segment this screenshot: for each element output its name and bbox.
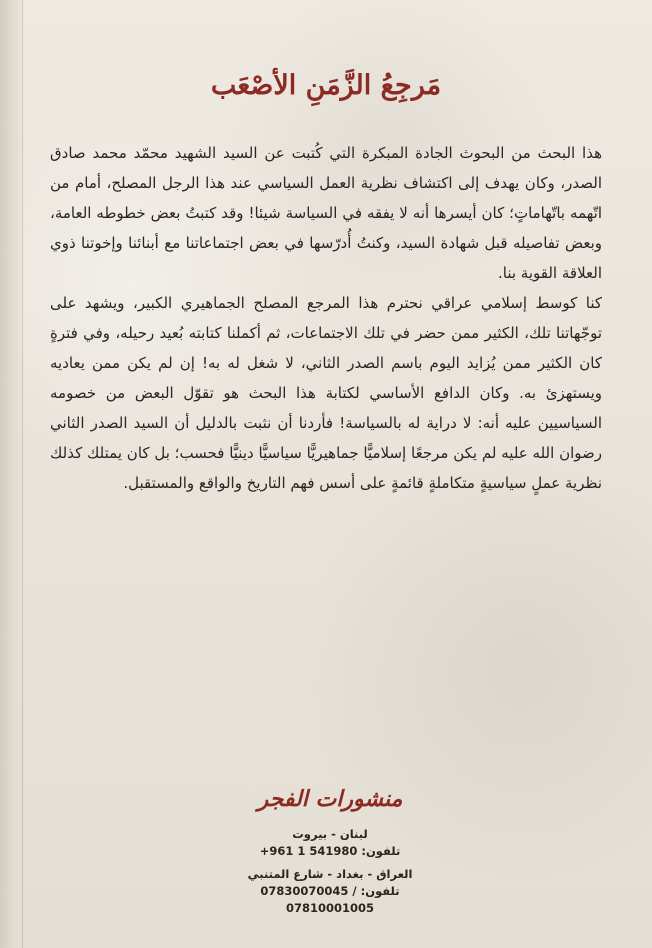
blurb-paragraph-1: هذا البحث من البحوث الجادة المبكرة التي كُتبت عن السيد الشهيد محمّد محمد صادق الصدر، وكان يهدف إلى اكتشاف نظرية العمل السياسي عند هذا الرجل المصلح، أمام من اتّهمه باتّهاماتٍ؛ كان أيسرها أنه لا يفقه في السياسة شيئا! وقد كتبتُ بعض خطوطه العامة، وبعض تفاصيله قبل شهادة السيد، وكنتُ أُدرّسها في بعض اجتماعاتنا مع أبنائنا وإخوتنا ذوي العلاقة القوية بنا.: [50, 144, 602, 282]
lebanon-phone: +961 1 541980: [259, 844, 358, 858]
lebanon-phone-line: [220, 843, 440, 860]
iraq-phone-label: تلفون:: [360, 884, 400, 898]
spine-fold-line: [22, 0, 23, 948]
blurb-paragraph-2: كنا كوسط إسلامي عراقي نحترم هذا المرجع المصلح الجماهيري الكبير، ويشهد على توجّهاتنا تلك، الكثير ممن حضر في تلك الاجتماعات، ثم أكملنا كتابته بُعيد رحيله، وفي فترةٍ كان الكثير ممن يُزايد اليوم باسم الصدر الثاني، لا شغل له به! إن لم يكن ممن يعاديه ويستهزئ به. وكان الدافع الأساسي لكتابة هذا البحث هو تقوّل البعض من خصومه السياسيين عليه أنه: لا دراية له بالسياسة! فأردنا أن نثبت بالدليل أن السيد الصدر الثاني رضوان الله عليه لم يكن مرجعًا إسلاميًّا جماهيريًّا سياسيًّا دينيًّا فحسب؛ بل كان يمتلك كذلك نظرية عملٍ سياسيةٍ متكاملةٍ قائمةٍ على أسس فهم التاريخ والواقع والمستقبل.: [50, 294, 602, 492]
publisher-logo: منشورات الفجر: [257, 786, 403, 812]
lebanon-address: لبنان - بيروت: [292, 827, 368, 841]
spine-edge: [0, 0, 24, 948]
lebanon-phone-label: تلفون:: [361, 844, 401, 858]
blurb-text: [50, 138, 602, 498]
publisher-contact: [220, 826, 440, 917]
publisher-block: [210, 786, 450, 812]
iraq-phones: 07830070045 / 07810001005: [260, 884, 375, 915]
iraq-address: العراق - بغداد - شارع المتنبي: [247, 867, 413, 881]
iraq-phone-line: [220, 883, 440, 917]
book-title: مَرجِعُ الزَّمَنِ الأصْعَب: [210, 70, 442, 101]
